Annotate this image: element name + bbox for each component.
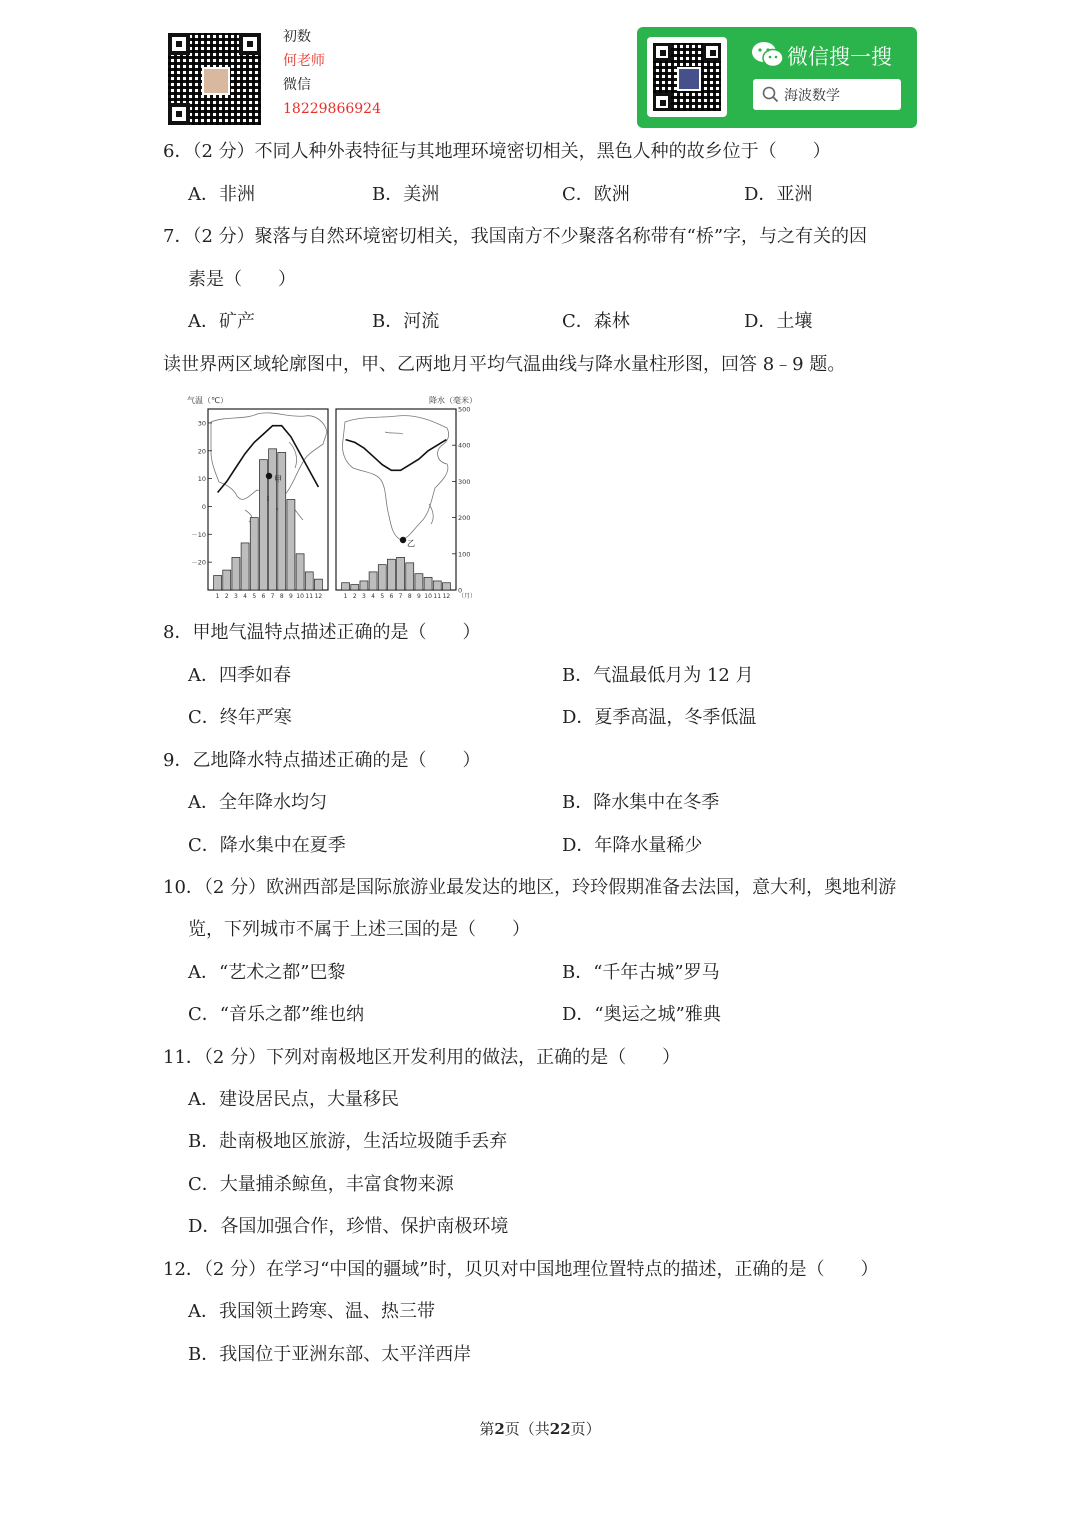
month-label-yi-9: 9	[417, 593, 421, 600]
footer-page-number: 2	[494, 1420, 505, 1438]
precip-bar-jia-3	[232, 557, 240, 590]
marker-yi-label: 乙	[407, 539, 415, 548]
precip-bar-yi-4	[369, 572, 377, 590]
contact-teacher-name: 何老师	[283, 53, 325, 69]
q9-option-b: B．降水集中在冬季	[562, 792, 720, 813]
precip-bar-jia-12	[314, 579, 322, 590]
month-label-jia-1: 1	[215, 593, 220, 600]
month-label-jia-3: 3	[234, 593, 238, 600]
footer-mid: 页（共	[504, 1420, 550, 1438]
q7-option-c: C．森林	[562, 311, 630, 332]
climate-figure	[185, 392, 485, 604]
month-label-jia-6: 6	[261, 593, 266, 600]
q11-option-a: A．建设居民点，大量移民	[188, 1089, 399, 1110]
page-footer	[0, 1418, 1080, 1439]
temperature-tick-label-1: 20	[197, 447, 206, 456]
month-label-jia-4: 4	[243, 593, 247, 600]
month-unit-label: （月）	[458, 593, 477, 600]
q11-option-d: D．各国加强合作，珍惜、保护南极环境	[188, 1216, 509, 1237]
qr-avatar	[202, 67, 230, 95]
q6-option-a: A．非洲	[188, 184, 255, 205]
contact-phone: 18229866924	[283, 101, 381, 117]
temperature-tick-label-5: －20	[191, 558, 206, 567]
footer-total-pages: 22	[549, 1420, 571, 1438]
precip-bar-yi-9	[415, 574, 423, 590]
marker-jia-label: 甲	[274, 475, 282, 484]
temperature-line-yi	[346, 440, 447, 471]
q10-option-a: A．“艺术之都”巴黎	[188, 962, 346, 983]
month-label-jia-10: 10	[296, 593, 304, 600]
ad-title: 微信搜一搜	[787, 45, 892, 69]
section-intro: 读世界两区域轮廓图中，甲、乙两地月平均气温曲线与降水量柱形图，回答 8﹣9 题。	[163, 354, 846, 375]
month-label-yi-7: 7	[398, 593, 403, 600]
q12-option-b: B．我国位于亚洲东部、太平洋西岸	[188, 1344, 472, 1365]
contact-line-1: 初数	[283, 29, 311, 45]
q9-stem: 9．乙地降水特点描述正确的是（ ）	[163, 750, 481, 771]
q8-stem: 8．甲地气温特点描述正确的是（ ）	[163, 622, 481, 643]
marker-jia	[266, 473, 272, 479]
footer-prefix: 第	[479, 1420, 495, 1438]
q8-option-d: D．夏季高温，冬季低温	[562, 707, 757, 728]
precip-bar-jia-4	[241, 543, 249, 590]
precip-tick-label-4: 100	[458, 550, 471, 559]
precip-bar-jia-6	[259, 460, 267, 590]
precip-bar-yi-11	[433, 581, 441, 590]
q9-option-d: D．年降水量稀少	[562, 835, 703, 856]
ad-search-box[interactable]	[753, 79, 901, 110]
precip-bar-jia-9	[287, 500, 295, 591]
footer-suffix: 页）	[570, 1420, 601, 1438]
ad-search-text: 海波数学	[784, 88, 840, 104]
month-label-jia-5: 5	[252, 593, 257, 600]
precip-bar-yi-7	[397, 557, 405, 590]
q10-option-d: D．“奥运之城”雅典	[562, 1004, 721, 1025]
wechat-search-ad[interactable]	[637, 27, 917, 128]
q6-option-c: C．欧洲	[562, 184, 630, 205]
precip-bar-yi-2	[351, 585, 359, 590]
precip-tick-label-0: 500	[458, 405, 471, 414]
precip-bar-jia-1	[214, 576, 222, 590]
q8-option-b: B．气温最低月为 12 月	[562, 665, 754, 686]
month-label-yi-11: 11	[433, 593, 442, 600]
precip-tick-label-2: 300	[458, 477, 471, 486]
precip-bar-yi-3	[360, 581, 368, 590]
temperature-tick-label-3: 0	[201, 502, 206, 511]
q6-stem: 6．（2 分）不同人种外表特征与其地理环境密切相关，黑色人种的故乡位于（ ）	[163, 141, 831, 162]
month-label-yi-1: 1	[343, 593, 348, 600]
q11-stem: 11．（2 分）下列对南极地区开发利用的做法，正确的是（ ）	[163, 1047, 681, 1068]
q6-option-d: D．亚洲	[744, 184, 813, 205]
q8-option-c: C．终年严寒	[188, 707, 292, 728]
precip-tick-label-3: 200	[458, 514, 471, 523]
ad-qr-code	[647, 37, 727, 117]
month-label-yi-3: 3	[362, 593, 366, 600]
month-label-jia-7: 7	[270, 593, 275, 600]
precip-tick-label-5: 0	[458, 586, 463, 595]
q7-stem-line-1: 7．（2 分）聚落与自然环境密切相关，我国南方不少聚落名称带有“桥”字，与之有关的因	[163, 226, 868, 247]
contact-line-3: 微信	[283, 77, 311, 93]
wechat-logo-icon	[751, 41, 785, 69]
q10-stem-line-1: 10．（2 分）欧洲西部是国际旅游业最发达的地区，玲玲假期准备去法国，意大利，奥地利游	[163, 877, 897, 898]
q11-option-c: C．大量捕杀鲸鱼，丰富食物来源	[188, 1174, 454, 1195]
month-label-jia-9: 9	[289, 593, 293, 600]
temperature-axis-label: 气温（℃）	[187, 396, 228, 405]
month-label-yi-8: 8	[407, 593, 412, 600]
precip-bar-jia-8	[278, 452, 286, 590]
precip-bar-jia-11	[305, 572, 313, 590]
q9-option-a: A．全年降水均匀	[188, 792, 327, 813]
month-label-yi-2: 2	[352, 593, 357, 600]
q11-option-b: B．赴南极地区旅游，生活垃圾随手丢弃	[188, 1131, 508, 1152]
month-label-jia-11: 11	[305, 593, 314, 600]
month-label-jia-2: 2	[224, 593, 229, 600]
panel-yi-frame	[336, 409, 456, 590]
q10-option-c: C．“音乐之都”维也纳	[188, 1004, 365, 1025]
q7-stem-line-2: 素是（ ）	[188, 269, 296, 290]
q7-option-b: B．河流	[372, 311, 440, 332]
q7-option-a: A．矿产	[188, 311, 255, 332]
month-label-jia-8: 8	[279, 593, 284, 600]
temperature-tick-label-2: 10	[197, 475, 206, 484]
precip-axis-label: 降水（毫米）	[429, 396, 477, 405]
month-label-yi-4: 4	[371, 593, 375, 600]
q10-stem-line-2: 览，下列城市不属于上述三国的是（ ）	[188, 919, 530, 940]
q8-option-a: A．四季如春	[188, 665, 291, 686]
search-icon	[762, 86, 779, 103]
q6-option-b: B．美洲	[372, 184, 440, 205]
precip-bar-jia-7	[269, 449, 277, 590]
precip-bar-yi-6	[387, 559, 395, 590]
temperature-line-jia	[218, 426, 319, 493]
q7-option-d: D．土壤	[744, 311, 813, 332]
header-qr-code	[168, 33, 261, 125]
map-africa-outline	[342, 416, 448, 540]
q12-stem: 12．（2 分）在学习“中国的疆域”时，贝贝对中国地理位置特点的描述，正确的是（ ）	[163, 1259, 879, 1280]
temperature-tick-label-0: 30	[197, 419, 206, 428]
precip-bar-yi-8	[406, 563, 414, 590]
q12-option-a: A．我国领土跨寒、温、热三带	[188, 1301, 435, 1322]
month-label-yi-10: 10	[424, 593, 432, 600]
q10-option-b: B．“千年古城”罗马	[562, 962, 720, 983]
precip-tick-label-1: 400	[458, 441, 471, 450]
temperature-tick-label-4: －10	[191, 530, 206, 539]
month-label-yi-12: 12	[442, 593, 451, 600]
precip-bar-jia-10	[296, 554, 304, 590]
precip-bar-yi-1	[342, 583, 350, 590]
contact-block	[283, 25, 381, 121]
month-label-yi-6: 6	[389, 593, 394, 600]
precip-bar-yi-12	[442, 583, 450, 590]
precip-bar-yi-5	[378, 565, 386, 590]
marker-yi	[400, 537, 406, 543]
month-label-yi-5: 5	[380, 593, 385, 600]
precip-bar-jia-2	[223, 570, 231, 590]
q9-option-c: C．降水集中在夏季	[188, 835, 346, 856]
precip-bar-yi-10	[424, 577, 432, 590]
month-label-jia-12: 12	[314, 593, 323, 600]
precip-bar-jia-5	[250, 518, 258, 590]
